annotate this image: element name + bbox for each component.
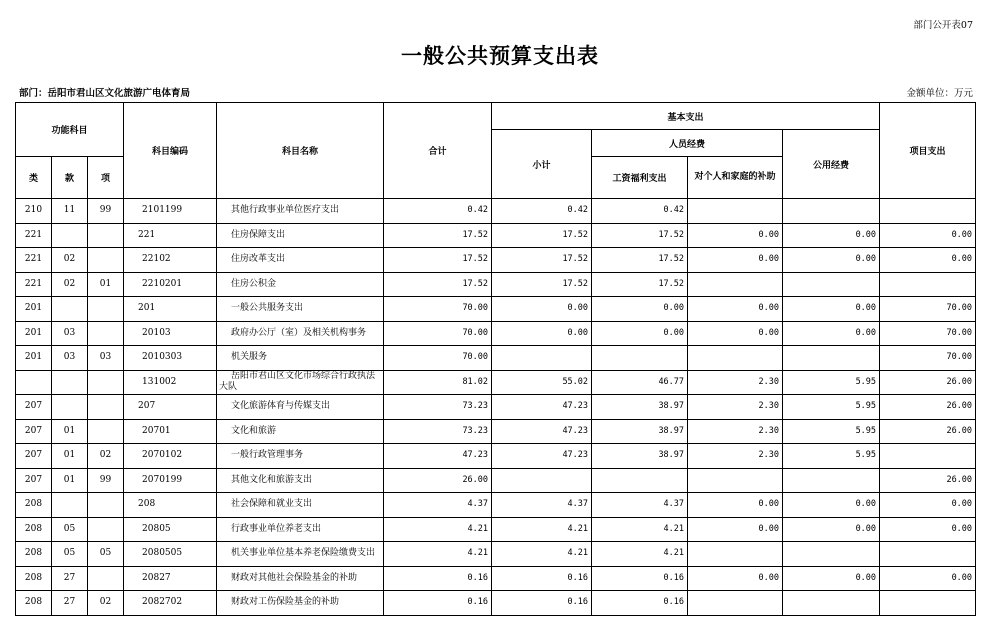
cell-wages-welfare: 0.16	[592, 566, 688, 591]
cell-lei: 210	[16, 199, 52, 224]
cell-project-expenditure: 26.00	[880, 419, 976, 444]
cell-household-subsidy	[688, 542, 783, 567]
table-body	[16, 199, 976, 616]
cell-subject-code: 22102	[124, 248, 217, 273]
cell-subject-code: 20805	[124, 517, 217, 542]
table-row	[16, 542, 976, 567]
cell-public-expenses	[783, 591, 880, 616]
cell-wages-welfare: 4.37	[592, 493, 688, 518]
cell-subject-code: 2010303	[124, 346, 217, 371]
cell-wages-welfare: 46.77	[592, 370, 688, 395]
header-household-subsidy: 对个人和家庭的补助	[688, 157, 783, 199]
cell-public-expenses: 5.95	[783, 395, 880, 420]
cell-household-subsidy: 0.00	[688, 297, 783, 322]
cell-project-expenditure: 70.00	[880, 346, 976, 371]
cell-kuan: 03	[52, 346, 88, 371]
cell-total: 4.21	[384, 517, 492, 542]
cell-wages-welfare: 4.21	[592, 542, 688, 567]
cell-xiang: 03	[88, 346, 124, 371]
cell-subject-code: 2210201	[124, 272, 217, 297]
cell-public-expenses	[783, 199, 880, 224]
cell-public-expenses: 0.00	[783, 248, 880, 273]
cell-project-expenditure	[880, 444, 976, 469]
cell-subtotal	[492, 346, 592, 371]
cell-public-expenses: 0.00	[783, 297, 880, 322]
cell-subtotal: 47.23	[492, 395, 592, 420]
cell-total: 26.00	[384, 468, 492, 493]
cell-household-subsidy: 2.30	[688, 444, 783, 469]
cell-project-expenditure	[880, 272, 976, 297]
cell-subject-code: 221	[124, 223, 217, 248]
cell-subject-code: 2070199	[124, 468, 217, 493]
cell-subject-code: 20827	[124, 566, 217, 591]
cell-subject-code: 201	[124, 297, 217, 322]
cell-xiang: 01	[88, 272, 124, 297]
cell-public-expenses: 0.00	[783, 321, 880, 346]
cell-wages-welfare: 38.97	[592, 444, 688, 469]
cell-subtotal: 0.16	[492, 591, 592, 616]
cell-lei: 221	[16, 272, 52, 297]
cell-kuan: 05	[52, 542, 88, 567]
cell-subject-name: 其他行政事业单位医疗支出	[217, 199, 384, 224]
cell-wages-welfare: 0.00	[592, 297, 688, 322]
cell-public-expenses: 0.00	[783, 517, 880, 542]
cell-project-expenditure: 0.00	[880, 493, 976, 518]
cell-kuan	[52, 223, 88, 248]
cell-subtotal: 47.23	[492, 419, 592, 444]
cell-subject-name: 财政对其他社会保险基金的补助	[217, 566, 384, 591]
cell-household-subsidy: 2.30	[688, 395, 783, 420]
header-lei: 类	[16, 157, 52, 199]
table-row	[16, 321, 976, 346]
cell-kuan: 11	[52, 199, 88, 224]
cell-household-subsidy	[688, 468, 783, 493]
header-project-expenditure: 项目支出	[880, 103, 976, 199]
cell-total: 70.00	[384, 297, 492, 322]
cell-subject-name: 住房公积金	[217, 272, 384, 297]
cell-public-expenses: 5.95	[783, 419, 880, 444]
cell-lei: 207	[16, 395, 52, 420]
cell-xiang	[88, 517, 124, 542]
cell-total: 17.52	[384, 223, 492, 248]
cell-xiang: 05	[88, 542, 124, 567]
cell-kuan: 02	[52, 248, 88, 273]
cell-subtotal: 0.00	[492, 321, 592, 346]
cell-xiang	[88, 248, 124, 273]
cell-public-expenses: 0.00	[783, 566, 880, 591]
cell-xiang: 02	[88, 444, 124, 469]
cell-subject-name: 一般行政管理事务	[217, 444, 384, 469]
cell-total: 0.16	[384, 566, 492, 591]
department-label: 部门：岳阳市君山区文化旅游广电体育局	[19, 88, 191, 99]
cell-subject-name: 文化和旅游	[217, 419, 384, 444]
cell-wages-welfare: 4.21	[592, 517, 688, 542]
cell-subject-name: 财政对工伤保险基金的补助	[217, 591, 384, 616]
cell-wages-welfare: 38.97	[592, 419, 688, 444]
header-subject-name: 科目名称	[217, 103, 384, 199]
header-function-subject: 功能科目	[16, 103, 124, 157]
cell-subtotal	[492, 468, 592, 493]
cell-total: 70.00	[384, 321, 492, 346]
cell-wages-welfare: 17.52	[592, 272, 688, 297]
cell-kuan	[52, 370, 88, 395]
cell-xiang	[88, 419, 124, 444]
cell-subject-code: 208	[124, 493, 217, 518]
cell-xiang: 02	[88, 591, 124, 616]
table-row	[16, 591, 976, 616]
cell-lei: 208	[16, 493, 52, 518]
cell-subject-code: 2070102	[124, 444, 217, 469]
header-kuan: 款	[52, 157, 88, 199]
cell-total: 4.37	[384, 493, 492, 518]
cell-household-subsidy: 0.00	[688, 223, 783, 248]
cell-xiang	[88, 370, 124, 395]
cell-subject-name: 机关服务	[217, 346, 384, 371]
cell-total: 4.21	[384, 542, 492, 567]
cell-kuan: 05	[52, 517, 88, 542]
cell-project-expenditure: 0.00	[880, 566, 976, 591]
cell-public-expenses: 0.00	[783, 493, 880, 518]
header-subtotal: 小计	[492, 130, 592, 199]
header-personnel-expenses: 人员经费	[592, 130, 783, 157]
cell-subtotal: 4.21	[492, 517, 592, 542]
cell-subject-code: 207	[124, 395, 217, 420]
table-row	[16, 395, 976, 420]
table-row	[16, 297, 976, 322]
cell-lei: 221	[16, 223, 52, 248]
cell-xiang	[88, 321, 124, 346]
table-row	[16, 493, 976, 518]
form-number: 部门公开表07	[913, 20, 973, 31]
cell-kuan: 01	[52, 468, 88, 493]
cell-subtotal: 17.52	[492, 272, 592, 297]
cell-total: 70.00	[384, 346, 492, 371]
cell-subject-name: 一般公共服务支出	[217, 297, 384, 322]
cell-total: 81.02	[384, 370, 492, 395]
cell-lei: 208	[16, 566, 52, 591]
header-total: 合计	[384, 103, 492, 199]
cell-kuan	[52, 395, 88, 420]
cell-lei: 201	[16, 297, 52, 322]
cell-xiang	[88, 395, 124, 420]
cell-kuan: 27	[52, 591, 88, 616]
header-subject-code: 科目编码	[124, 103, 217, 199]
cell-xiang	[88, 223, 124, 248]
cell-subject-name: 社会保障和就业支出	[217, 493, 384, 518]
amount-unit-label: 金额单位：万元	[906, 88, 973, 99]
cell-lei: 207	[16, 419, 52, 444]
cell-xiang: 99	[88, 199, 124, 224]
cell-wages-welfare: 0.42	[592, 199, 688, 224]
cell-public-expenses: 5.95	[783, 444, 880, 469]
table-row	[16, 223, 976, 248]
cell-subject-code: 2080505	[124, 542, 217, 567]
header-public-expenses: 公用经费	[783, 130, 880, 199]
cell-wages-welfare: 17.52	[592, 223, 688, 248]
cell-subject-name: 文化旅游体育与传媒支出	[217, 395, 384, 420]
cell-wages-welfare	[592, 346, 688, 371]
cell-kuan: 01	[52, 444, 88, 469]
cell-household-subsidy: 0.00	[688, 321, 783, 346]
cell-subject-name: 住房改革支出	[217, 248, 384, 273]
cell-public-expenses: 0.00	[783, 223, 880, 248]
cell-subtotal: 55.02	[492, 370, 592, 395]
cell-project-expenditure	[880, 542, 976, 567]
cell-lei: 208	[16, 542, 52, 567]
cell-lei: 208	[16, 517, 52, 542]
cell-subtotal: 0.42	[492, 199, 592, 224]
cell-project-expenditure: 70.00	[880, 321, 976, 346]
cell-total: 73.23	[384, 395, 492, 420]
header-basic-expenditure: 基本支出	[492, 103, 880, 130]
cell-total: 47.23	[384, 444, 492, 469]
cell-subject-code: 2082702	[124, 591, 217, 616]
cell-wages-welfare: 0.16	[592, 591, 688, 616]
cell-subtotal: 0.16	[492, 566, 592, 591]
cell-kuan: 02	[52, 272, 88, 297]
cell-wages-welfare: 0.00	[592, 321, 688, 346]
cell-lei: 207	[16, 468, 52, 493]
cell-subtotal: 4.37	[492, 493, 592, 518]
cell-household-subsidy: 0.00	[688, 517, 783, 542]
table-row	[16, 468, 976, 493]
cell-project-expenditure	[880, 199, 976, 224]
cell-kuan: 03	[52, 321, 88, 346]
page-title: 一般公共预算支出表	[401, 44, 599, 68]
cell-public-expenses	[783, 542, 880, 567]
table-row	[16, 272, 976, 297]
cell-kuan: 27	[52, 566, 88, 591]
cell-subject-name: 机关事业单位基本养老保险缴费支出	[217, 542, 384, 567]
cell-lei: 207	[16, 444, 52, 469]
cell-subtotal: 4.21	[492, 542, 592, 567]
cell-project-expenditure: 0.00	[880, 223, 976, 248]
cell-kuan	[52, 297, 88, 322]
header-wages-welfare: 工资福利支出	[592, 157, 688, 199]
table-row	[16, 248, 976, 273]
cell-subject-code: 20103	[124, 321, 217, 346]
cell-total: 0.42	[384, 199, 492, 224]
cell-total: 17.52	[384, 248, 492, 273]
header-xiang: 项	[88, 157, 124, 199]
cell-lei: 221	[16, 248, 52, 273]
cell-subject-code: 20701	[124, 419, 217, 444]
cell-xiang: 99	[88, 468, 124, 493]
cell-household-subsidy: 2.30	[688, 419, 783, 444]
cell-subtotal: 17.52	[492, 248, 592, 273]
cell-household-subsidy	[688, 199, 783, 224]
cell-lei: 201	[16, 321, 52, 346]
cell-subject-code: 131002	[124, 370, 217, 395]
cell-project-expenditure: 26.00	[880, 468, 976, 493]
cell-public-expenses	[783, 272, 880, 297]
cell-public-expenses: 5.95	[783, 370, 880, 395]
cell-kuan: 01	[52, 419, 88, 444]
table-row	[16, 370, 976, 395]
table-row	[16, 444, 976, 469]
cell-subject-name: 其他文化和旅游支出	[217, 468, 384, 493]
cell-project-expenditure	[880, 591, 976, 616]
cell-xiang	[88, 297, 124, 322]
cell-subject-name: 住房保障支出	[217, 223, 384, 248]
cell-subject-name: 政府办公厅（室）及相关机构事务	[217, 321, 384, 346]
table-row	[16, 566, 976, 591]
table-row	[16, 199, 976, 224]
cell-subtotal: 0.00	[492, 297, 592, 322]
budget-expenditure-table	[15, 102, 976, 616]
table-row	[16, 346, 976, 371]
cell-project-expenditure: 70.00	[880, 297, 976, 322]
cell-wages-welfare: 17.52	[592, 248, 688, 273]
cell-subtotal: 17.52	[492, 223, 592, 248]
cell-subject-code: 2101199	[124, 199, 217, 224]
cell-project-expenditure: 26.00	[880, 395, 976, 420]
cell-household-subsidy: 2.30	[688, 370, 783, 395]
cell-household-subsidy	[688, 591, 783, 616]
cell-household-subsidy	[688, 272, 783, 297]
cell-household-subsidy: 0.00	[688, 248, 783, 273]
cell-kuan	[52, 493, 88, 518]
cell-wages-welfare: 38.97	[592, 395, 688, 420]
cell-lei: 208	[16, 591, 52, 616]
table-row	[16, 517, 976, 542]
cell-public-expenses	[783, 468, 880, 493]
cell-wages-welfare	[592, 468, 688, 493]
cell-project-expenditure: 0.00	[880, 248, 976, 273]
cell-household-subsidy: 0.00	[688, 566, 783, 591]
cell-total: 0.16	[384, 591, 492, 616]
cell-lei: 201	[16, 346, 52, 371]
table-row	[16, 419, 976, 444]
cell-subject-name: 岳阳市君山区文化市场综合行政执法大队	[217, 370, 384, 395]
cell-project-expenditure: 26.00	[880, 370, 976, 395]
cell-subject-name: 行政事业单位养老支出	[217, 517, 384, 542]
cell-subtotal: 47.23	[492, 444, 592, 469]
cell-xiang	[88, 493, 124, 518]
cell-xiang	[88, 566, 124, 591]
cell-total: 73.23	[384, 419, 492, 444]
cell-household-subsidy: 0.00	[688, 493, 783, 518]
cell-total: 17.52	[384, 272, 492, 297]
cell-project-expenditure: 0.00	[880, 517, 976, 542]
cell-household-subsidy	[688, 346, 783, 371]
cell-lei	[16, 370, 52, 395]
cell-public-expenses	[783, 346, 880, 371]
